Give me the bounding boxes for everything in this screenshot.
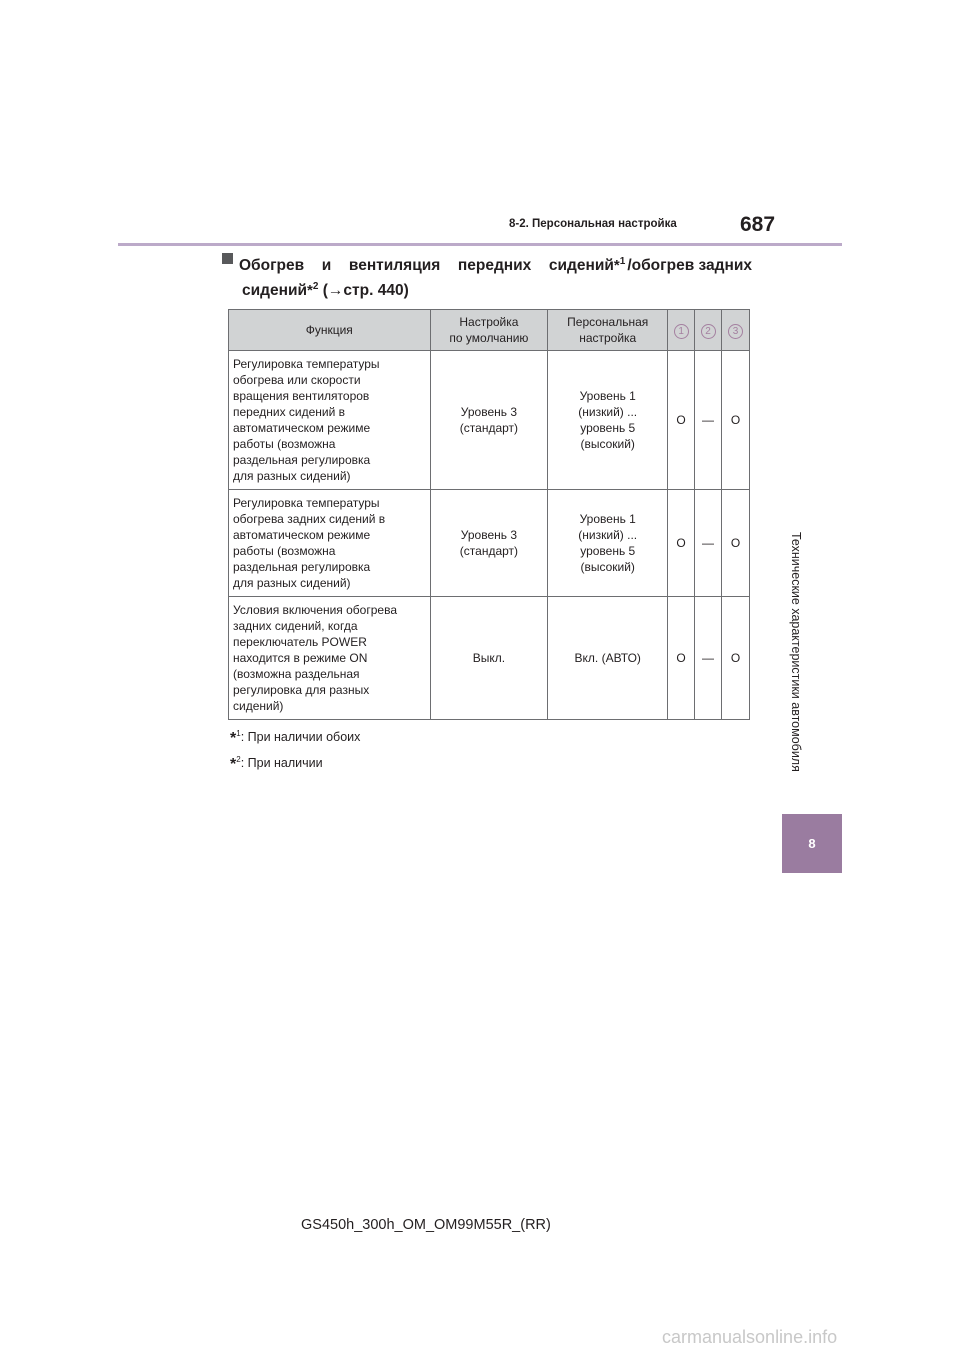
heading-bullet-icon [222,253,233,264]
cell-default: Уровень 3 (стандарт) [430,490,548,597]
arrow-icon: → [327,282,344,299]
heading-text-2: /обогрев задних [627,257,752,274]
cell-default: Выкл. [430,597,548,720]
cell-method-2: — [695,597,722,720]
cell-method-1: O [668,597,695,720]
cell-function: Условия включения обогрева задних сидений, когда переключатель POWER находится в режиме ON (возможна раздельная регулировка для разных сидений) [229,597,431,720]
cell-custom: Уровень 1 (низкий) ... уровень 5 (высокий) [548,490,668,597]
col-method-2 [695,310,722,351]
col-custom: Персональная настройка [548,310,668,351]
heading-line-1 [222,253,752,278]
footnote-2: *$^2$: При наличии [230,755,323,774]
footnote-1: *$^1$: При наличии обоих [230,729,361,748]
heading-footnote-2[interactable]: *$^2$ [307,280,319,299]
page-reference[interactable]: (→стр. 440) [322,282,409,299]
cell-method-3: O [722,351,750,490]
section-title: 8-2. Персональная настройка [509,218,677,230]
cell-custom: Вкл. (АВТО) [548,597,668,720]
cell-default: Уровень 3 (стандарт) [430,351,548,490]
header-divider [118,243,842,246]
document-code: GS450h_300h_OM_OM99M55R_(RR) [301,1217,551,1233]
table-row [229,597,750,720]
cell-method-1: O [668,490,695,597]
watermark: carmanualsonline.info [662,1327,838,1347]
circled-2-icon: 2 [701,324,716,339]
settings-table [228,309,750,720]
cell-method-2: — [695,351,722,490]
table-header-row [229,310,750,351]
col-method-1 [668,310,695,351]
circled-1-icon: 1 [674,324,689,339]
heading-footnote-1[interactable]: *$^1$ [613,255,626,274]
cell-method-3: O [722,597,750,720]
col-function: Функция [229,310,431,351]
heading-text-1: Обогрев и вентиляция передних сидений [239,257,614,274]
cell-function: Регулировка температуры обогрева или скорости вращения вентиляторов передних сидений в автоматическом режиме работы (возможна раздельная регулировка для разных сидений) [229,351,431,490]
table-row [229,351,750,490]
cell-function: Регулировка температуры обогрева задних сидений в автоматическом режиме работы (возможна раздельная регулировка для разных сидений) [229,490,431,597]
heading-line-2 [222,278,752,303]
table-row [229,490,750,597]
cell-method-2: — [695,490,722,597]
circled-3-icon: 3 [728,324,743,339]
cell-method-1: O [668,351,695,490]
heading-text-3: сидений [242,282,308,299]
page-number: 687 [740,213,776,236]
cell-method-3: O [722,490,750,597]
col-method-3 [722,310,750,351]
chapter-tab[interactable]: 8 [782,814,842,873]
col-default: Настройка по умолчанию [430,310,548,351]
chapter-title-vertical: Технические характеристики автомобиля [789,532,803,772]
section-heading [222,253,752,303]
cell-custom: Уровень 1 (низкий) ... уровень 5 (высокий) [548,351,668,490]
